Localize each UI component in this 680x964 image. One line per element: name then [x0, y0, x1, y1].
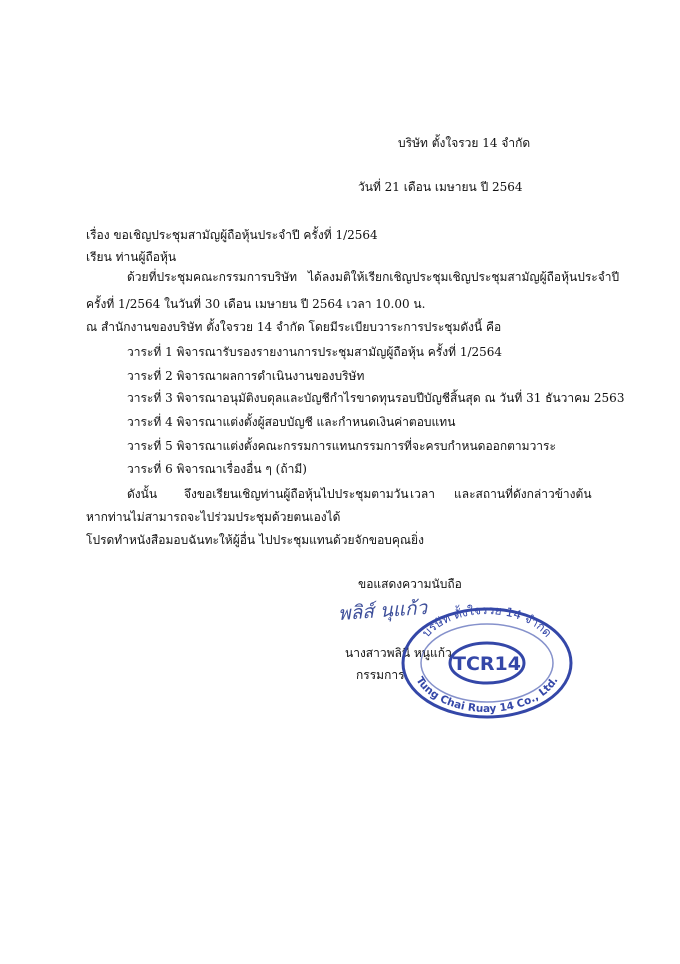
stamp-code: TCR14 — [453, 653, 521, 675]
closing-time: เวลา — [410, 487, 435, 501]
stamp-english-name: Tung Chai Ruay 14 Co., Ltd. — [413, 674, 561, 716]
company-header: บริษัท ตั้งใจรวย 14 จำกัด — [398, 136, 531, 150]
agenda-item: วาระที่ 5 พิจารณาแต่งตั้งคณะกรรมการแทนกรรมการที่จะครบกำหนดออกตามวาระ — [127, 439, 556, 453]
intro-line-1a: ด้วยที่ประชุมคณะกรรมการบริษัท — [127, 270, 298, 284]
signer-name: นางสาวพลินี หนูแก้ว — [345, 646, 452, 660]
signer-title: กรรมการ — [356, 668, 405, 682]
agenda-item: วาระที่ 3 พิจารณาอนุมัติงบดุลและบัญชีกำไรขาดทุนรอบปีบัญชีสิ้นสุด ณ วันที่ 31 ธันวาคม 2563 — [127, 391, 625, 405]
agenda-item: วาระที่ 1 พิจารณารับรองรายงานการประชุมสามัญผู้ถือหุ้น ครั้งที่ 1/2564 — [127, 345, 503, 359]
closing-line-3: โปรดทำหนังสือมอบฉันทะให้ผู้อื่น ไปประชุมแทนด้วยจักขอบคุณยิ่ง — [86, 533, 424, 547]
agenda-item: วาระที่ 6 พิจารณาเรื่องอื่น ๆ (ถ้ามี) — [127, 462, 307, 476]
closing-line-2: หากท่านไม่สามารถจะไปร่วมประชุมด้วยตนเองได้ — [86, 510, 341, 524]
salutation: เรียน ท่านผู้ถือหุ้น — [86, 250, 177, 264]
intro-line-1b: ได้ลงมติให้เรียกเชิญประชุมเชิญประชุมสามัญผู้ถือหุ้นประจำปี — [308, 270, 620, 284]
closing-therefore: ดังนั้น — [127, 487, 158, 501]
closing-place: และสถานที่ดังกล่าวข้างต้น — [454, 487, 592, 501]
intro-line-3: ณ สำนักงานของบริษัท ตั้งใจรวย 14 จำกัด โดยมีระเบียบวาระการประชุมดังนี้ คือ — [86, 320, 502, 334]
agenda-item: วาระที่ 4 พิจารณาแต่งตั้งผู้สอบบัญชี และกำหนดเงินค่าตอบแทน — [127, 415, 456, 429]
stamp-thai-name: บริษัท ตั้งใจรวย 14 จำกัด — [419, 602, 555, 640]
intro-line-2: ครั้งที่ 1/2564 ในวันที่ 30 เดือน เมษายน ปี 2564 เวลา 10.00 น. — [86, 297, 426, 311]
closing-invite: จึงขอเรียนเชิญท่านผู้ถือหุ้นไปประชุมตามวัน — [184, 487, 409, 501]
subject-line: เรื่อง ขอเชิญประชุมสามัญผู้ถือหุ้นประจำปี ครั้งที่ 1/2564 — [86, 228, 378, 242]
agenda-item: วาระที่ 2 พิจารณาผลการดำเนินงานของบริษัท — [127, 369, 365, 383]
company-stamp — [400, 602, 574, 720]
signoff: ขอแสดงความนับถือ — [358, 577, 462, 591]
handwritten-signature: พลิส์ นุแก้ว — [337, 596, 428, 626]
date-line: วันที่ 21 เดือน เมษายน ปี 2564 — [358, 180, 523, 194]
